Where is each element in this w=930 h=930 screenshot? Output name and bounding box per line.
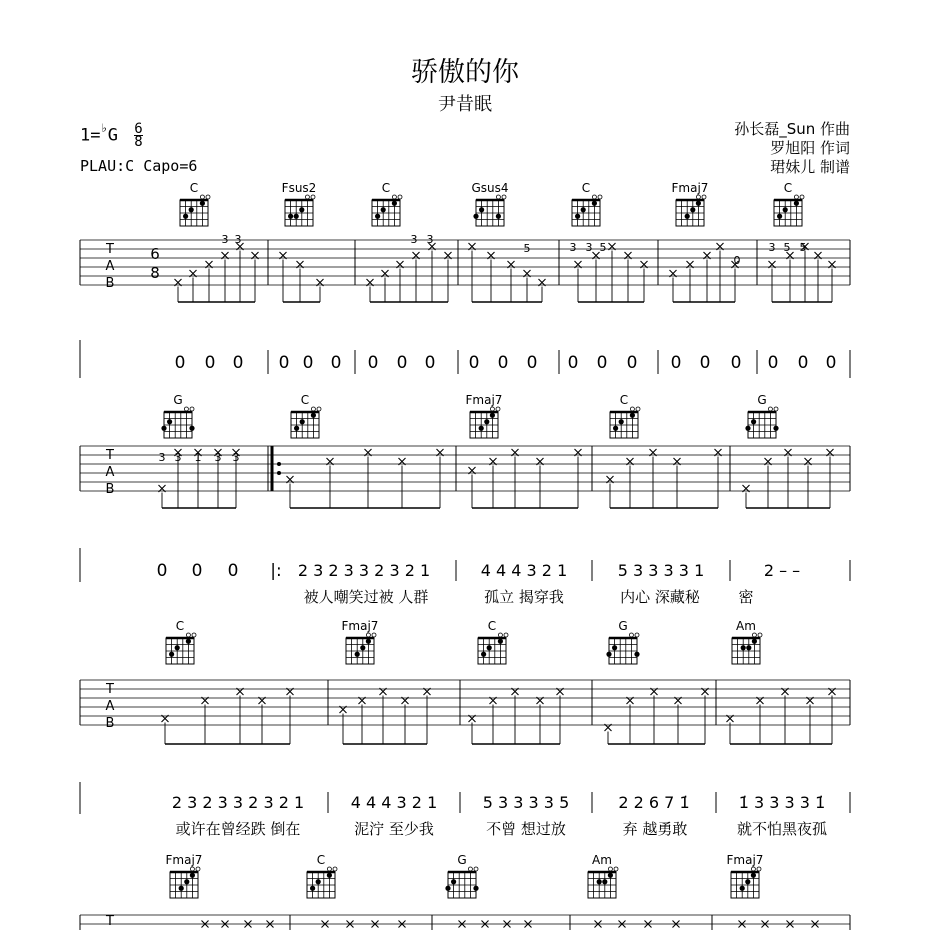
chord-open-string [372, 633, 376, 637]
chord-dot [773, 426, 778, 431]
chord-open-string [317, 407, 321, 411]
chord-dot [200, 201, 205, 206]
chord-name: Fmaj7 [165, 853, 203, 867]
chord-open-string [398, 195, 402, 199]
chord-open-string [629, 633, 633, 637]
chord-open-string [192, 633, 196, 637]
chord-dot [186, 639, 191, 644]
chord-dot [167, 419, 172, 424]
chord-open-string [190, 867, 194, 871]
composer-credit: 孙长磊_Sun 作曲 [734, 120, 850, 138]
chord-dot [355, 652, 360, 657]
tab-fret-number: 3 [214, 451, 222, 464]
chord-dot [479, 207, 484, 212]
chord-dot [184, 879, 189, 884]
chord-dot [696, 201, 701, 206]
chord-dot [327, 873, 332, 878]
chord-dot [613, 426, 618, 431]
chord-dot [484, 419, 489, 424]
chord-dot [597, 879, 602, 884]
tab-letter-t: T [106, 242, 114, 257]
notation-phrase: 5 3 3 3 3 5 [482, 793, 570, 812]
chord-open-string [200, 195, 204, 199]
lyric-line: 被人嘲笑过被 人群 [303, 588, 429, 606]
tab-fret-number: 3 [174, 451, 182, 464]
tab-fret-number: 0 [733, 254, 741, 267]
chord-name: Fmaj7 [341, 619, 379, 633]
chord-dot [634, 652, 639, 657]
transcriber-credit: 珺妹儿 制谱 [770, 158, 850, 176]
chord-open-string [800, 195, 804, 199]
tab-fret-number: 5 [783, 241, 791, 254]
repeat-sign: |: [270, 561, 282, 581]
chord-dot [294, 214, 299, 219]
chord-dot [606, 652, 611, 657]
notation-rest: 0 [497, 353, 509, 373]
chord-open-string [496, 407, 500, 411]
chord-dot [479, 426, 484, 431]
tab-letter-b: B [105, 482, 115, 497]
lyric-line: 不曾 想过放 [486, 820, 566, 838]
notation-rest: 0 [174, 353, 186, 373]
notation-rest: 0 [191, 561, 203, 581]
chord-open-string [614, 867, 618, 871]
lyric-line: 泥泞 至少我 [354, 820, 434, 838]
repeat-dot [277, 471, 281, 475]
notation-rest: 0 [596, 353, 608, 373]
chord-open-string [592, 195, 596, 199]
chord-name: Fsus2 [281, 181, 317, 195]
chord-dot [581, 207, 586, 212]
tab-fret-number: 5 [799, 241, 807, 254]
chord-open-string [311, 407, 315, 411]
chord-dot [490, 413, 495, 418]
notation-rest: 0 [278, 353, 290, 373]
time-sig-denominator: 8 [134, 134, 143, 150]
notation-rest: 0 [424, 353, 436, 373]
chord-open-string [768, 407, 772, 411]
chord-dot [161, 426, 166, 431]
notation-rest: 0 [730, 353, 742, 373]
chord-dot [473, 886, 478, 891]
chord-dot [751, 873, 756, 878]
chord-name: C [487, 619, 497, 633]
chord-dot [381, 207, 386, 212]
lyric-line: 就不怕黑夜孤 [736, 820, 828, 838]
chord-open-string [635, 633, 639, 637]
tab-fret-number: 1 [194, 451, 202, 464]
chord-dot [481, 652, 486, 657]
capo-info: PLAU:C Capo=6 [80, 157, 198, 175]
notation-rest: 0 [396, 353, 408, 373]
chord-dot [783, 207, 788, 212]
tab-letter-a: A [105, 259, 115, 274]
chord-dot [745, 426, 750, 431]
chord-open-string [468, 867, 472, 871]
chord-open-string [794, 195, 798, 199]
chord-open-string [392, 195, 396, 199]
chord-open-string [196, 867, 200, 871]
tab-fret-number: 3 [426, 233, 434, 246]
chord-open-string [490, 407, 494, 411]
notation-rest: 0 [156, 561, 168, 581]
chord-open-string [774, 407, 778, 411]
chord-dot [619, 419, 624, 424]
chord-open-string [758, 633, 762, 637]
notation-rest: 0 [797, 353, 809, 373]
tab-time-sig: 8 [150, 264, 160, 282]
chord-dot [316, 879, 321, 884]
chord-dot [487, 645, 492, 650]
tab-letter-b: B [105, 276, 115, 291]
chord-dot [602, 879, 607, 884]
notation-phrase: 1̇ 3 3 3 3 1̇ [738, 793, 826, 812]
chord-dot [169, 652, 174, 657]
chord-dot [360, 645, 365, 650]
chord-open-string [630, 407, 634, 411]
chord-open-string [496, 195, 500, 199]
tab-fret-number: 5 [599, 241, 607, 254]
chord-dot [690, 207, 695, 212]
chord-name: G [757, 393, 767, 407]
chord-dot [300, 419, 305, 424]
chord-open-string [305, 195, 309, 199]
chord-name: C [175, 619, 185, 633]
chord-open-string [474, 867, 478, 871]
chord-open-string [186, 633, 190, 637]
chord-dot [288, 214, 293, 219]
tab-fret-number: 3 [221, 233, 229, 246]
chord-open-string [502, 195, 506, 199]
notation-rest: 0 [526, 353, 538, 373]
chord-dot [310, 886, 315, 891]
chord-open-string [752, 633, 756, 637]
chord-name: C [189, 181, 199, 195]
chord-open-string [498, 633, 502, 637]
chord-open-string [636, 407, 640, 411]
chord-name: C [783, 181, 793, 195]
singer-name: 尹昔眠 [438, 94, 492, 115]
notation-phrase: 4 4 4 3 2 1 [350, 793, 438, 812]
notation-rest: 0 [367, 353, 379, 373]
tab-fret-number: 3 [234, 233, 242, 246]
chord-dot [366, 639, 371, 644]
chord-dot [183, 214, 188, 219]
chord-open-string [608, 867, 612, 871]
key-note: G [107, 125, 118, 146]
chord-dot [451, 879, 456, 884]
tab-letter-t: T [106, 914, 114, 929]
chord-dot [685, 214, 690, 219]
repeat-dot [277, 462, 281, 466]
chord-dot [608, 873, 613, 878]
chord-dot [299, 207, 304, 212]
tab-fret-number: 3 [585, 241, 593, 254]
chord-name: Am [736, 619, 756, 633]
chord-dot [189, 207, 194, 212]
notation-phrase: 2 3 2 3 3 2 3 2 1 [297, 561, 431, 580]
chord-dot [392, 201, 397, 206]
lyric-line: 密 [738, 588, 754, 606]
notation-rest: 0 [227, 561, 239, 581]
chord-name: C [381, 181, 391, 195]
tab-fret-number: 3 [569, 241, 577, 254]
chord-name: G [457, 853, 467, 867]
time-sig-numerator: 6 [134, 121, 143, 137]
lyricist-credit: 罗旭阳 作词 [770, 139, 850, 157]
notation-phrase: 4 4 4 3 2 1 [480, 561, 568, 580]
chord-name: Fmaj7 [671, 181, 709, 195]
notation-rest: 0 [699, 353, 711, 373]
chord-dot [190, 873, 195, 878]
chord-dot [794, 201, 799, 206]
notation-rest: 0 [204, 353, 216, 373]
chord-dot [746, 645, 751, 650]
chord-dot [752, 639, 757, 644]
chord-name: Fmaj7 [726, 853, 764, 867]
notation-phrase: 2 – – [763, 561, 801, 580]
chord-dot [498, 639, 503, 644]
chord-dot [294, 426, 299, 431]
chord-dot [311, 413, 316, 418]
notation-rest: 0 [825, 353, 837, 373]
chord-dot [445, 886, 450, 891]
chord-name: C [619, 393, 629, 407]
chord-dot [575, 214, 580, 219]
flat-sign: ♭ [100, 120, 108, 135]
chord-dot [751, 419, 756, 424]
chord-dot [740, 886, 745, 891]
chord-open-string [327, 867, 331, 871]
chord-dot [612, 645, 617, 650]
tab-fret-number: 3 [232, 451, 240, 464]
chord-open-string [184, 407, 188, 411]
chord-name: C [316, 853, 326, 867]
notation-phrase: 5 3 3 3 3 1 [617, 561, 705, 580]
notation-rest: 0 [468, 353, 480, 373]
lyric-line: 或许在曾经跌 倒在 [175, 820, 301, 838]
tab-letter-b: B [105, 716, 115, 731]
chord-name: Am [592, 853, 612, 867]
chord-open-string [696, 195, 700, 199]
chord-name: C [300, 393, 310, 407]
tab-time-sig: 6 [150, 245, 160, 263]
notation-rest: 0 [767, 353, 779, 373]
key-prefix: 1= [80, 125, 101, 146]
chord-open-string [311, 195, 315, 199]
tab-letter-t: T [106, 682, 114, 697]
chord-dot [375, 214, 380, 219]
tab-fret-number: 3 [158, 451, 166, 464]
chord-dot [496, 214, 501, 219]
notation-rest: 0 [567, 353, 579, 373]
chord-open-string [598, 195, 602, 199]
chord-dot [473, 214, 478, 219]
chord-name: Fmaj7 [465, 393, 503, 407]
tab-fret-number: 3 [410, 233, 418, 246]
chord-dot [175, 645, 180, 650]
chord-dot [189, 426, 194, 431]
chord-name: G [173, 393, 183, 407]
notation-rest: 0 [330, 353, 342, 373]
tab-fret-number: 5 [523, 242, 531, 255]
tab-letter-a: A [105, 465, 115, 480]
chord-dot [745, 879, 750, 884]
chord-open-string [504, 633, 508, 637]
chord-dot [741, 645, 746, 650]
chord-open-string [751, 867, 755, 871]
chord-open-string [190, 407, 194, 411]
chord-open-string [206, 195, 210, 199]
lyric-line: 内心 深藏秘 [620, 588, 700, 606]
notation-rest: 0 [302, 353, 314, 373]
chord-open-string [757, 867, 761, 871]
lyric-line: 孤立 揭穿我 [484, 588, 564, 606]
lyric-line: 弃 越勇敢 [622, 820, 688, 838]
notation-phrase: 2 2 6 7 1̇ [618, 793, 690, 812]
tab-letter-a: A [105, 699, 115, 714]
tab-fret-number: 3 [768, 241, 776, 254]
tab-letter-t: T [106, 448, 114, 463]
chord-dot [630, 413, 635, 418]
chord-dot [592, 201, 597, 206]
chord-open-string [366, 633, 370, 637]
chord-name: G [618, 619, 628, 633]
chord-dot [179, 886, 184, 891]
chord-name: Gsus4 [471, 181, 509, 195]
chord-open-string [702, 195, 706, 199]
chord-open-string [333, 867, 337, 871]
notation-rest: 0 [626, 353, 638, 373]
song-title: 骄傲的你 [411, 57, 519, 88]
chord-dot [777, 214, 782, 219]
notation-rest: 0 [670, 353, 682, 373]
notation-rest: 0 [232, 353, 244, 373]
chord-name: C [581, 181, 591, 195]
notation-phrase: 2 3 2 3 3 2 3 2 1 [171, 793, 305, 812]
